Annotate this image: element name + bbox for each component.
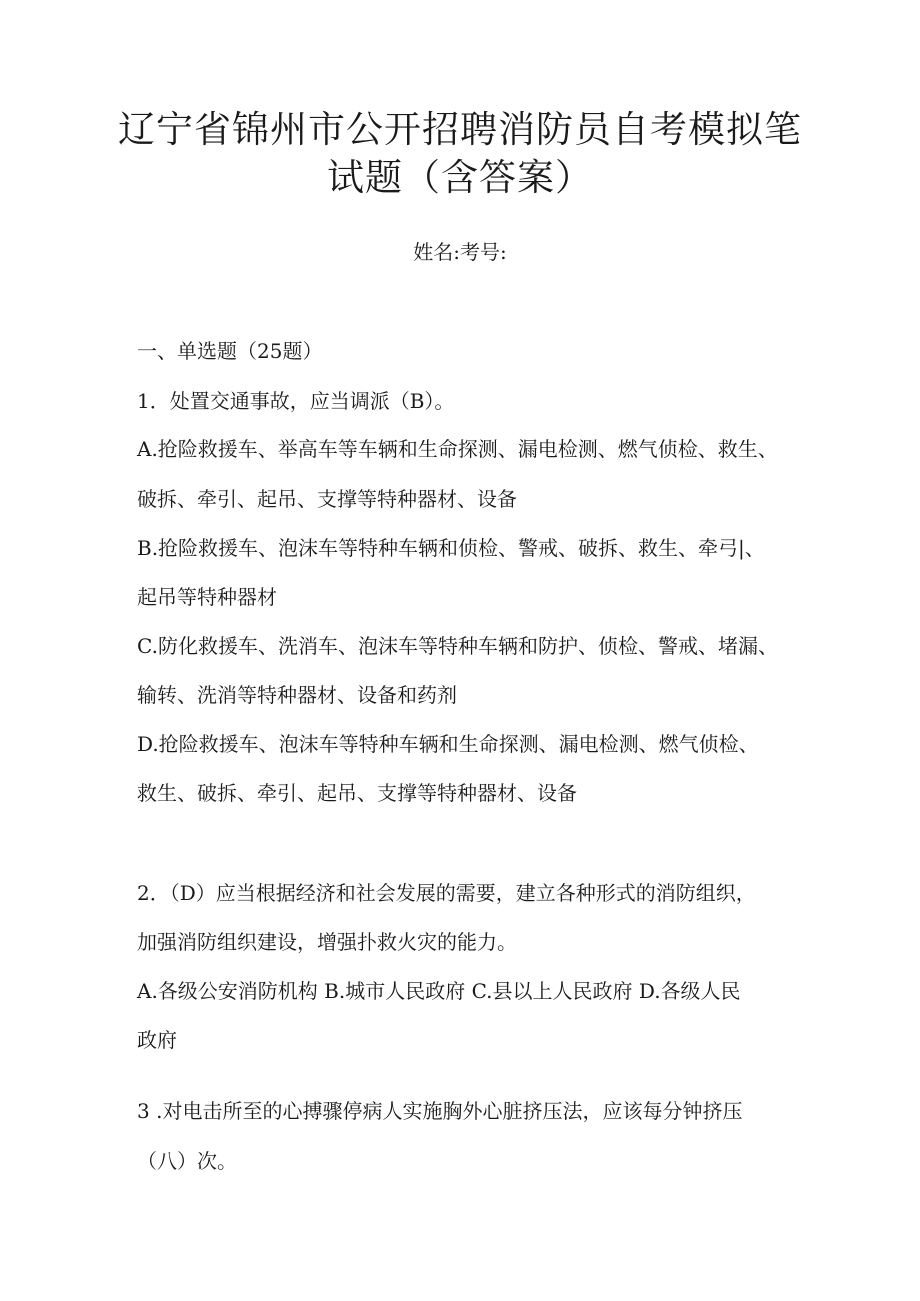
name-exam-number-line: 姓名:考号: [413, 240, 507, 264]
question-1-option-c: C.防化救援车、洗消车、泡沫车等特种车辆和防护、侦检、警戒、堵漏、 [137, 634, 778, 658]
question-3-stem: 3 .对电击所至的心搏骤停病人实施胸外心脏挤压法，应该每分钟挤压 [137, 1099, 743, 1123]
question-3-stem-cont: （八）次。 [137, 1149, 237, 1173]
question-1-option-d: D.抢险救援车、泡沫车等特种车辆和生命探测、漏电检测、燃气侦检、 [137, 732, 759, 756]
question-2-stem-cont: 加强消防组织建设，增强扑救火灾的能力。 [137, 930, 517, 954]
question-1-option-b: B.抢险救援车、泡沫车等特种车辆和侦检、警戒、破拆、救生、牵弓|、 [137, 536, 765, 560]
question-1-stem: 1．处置交通事故，应当调派（B）。 [137, 389, 455, 413]
question-1-option-d-cont: 救生、破拆、牵引、起吊、支撑等特种器材、设备 [137, 781, 577, 805]
question-2-stem: 2．（D）应当根据经济和社会发展的需要，建立各种形式的消防组织， [137, 881, 756, 905]
question-1-option-a: A.抢险救援车、举高车等车辆和生命探测、漏电检测、燃气侦检、救生、 [137, 437, 778, 461]
document-title-line-1: 辽宁省锦州市公开招聘消防员自考模拟笔 [118, 108, 802, 151]
section-heading: 一、单选题（25题） [137, 339, 323, 363]
document-title-line-2: 试题（含答案） [327, 156, 593, 199]
question-1-option-c-cont: 输转、洗消等特种器材、设备和药剂 [137, 683, 457, 707]
question-1-option-a-cont: 破拆、牵引、起吊、支撑等特种器材、设备 [137, 487, 517, 511]
question-2-options: A.各级公安消防机构 B.城市人民政府 C.县以上人民政府 D.各级人民 [137, 979, 741, 1003]
question-2-options-cont: 政府 [137, 1028, 177, 1052]
question-1-option-b-cont: 起吊等特种器材 [137, 585, 277, 609]
